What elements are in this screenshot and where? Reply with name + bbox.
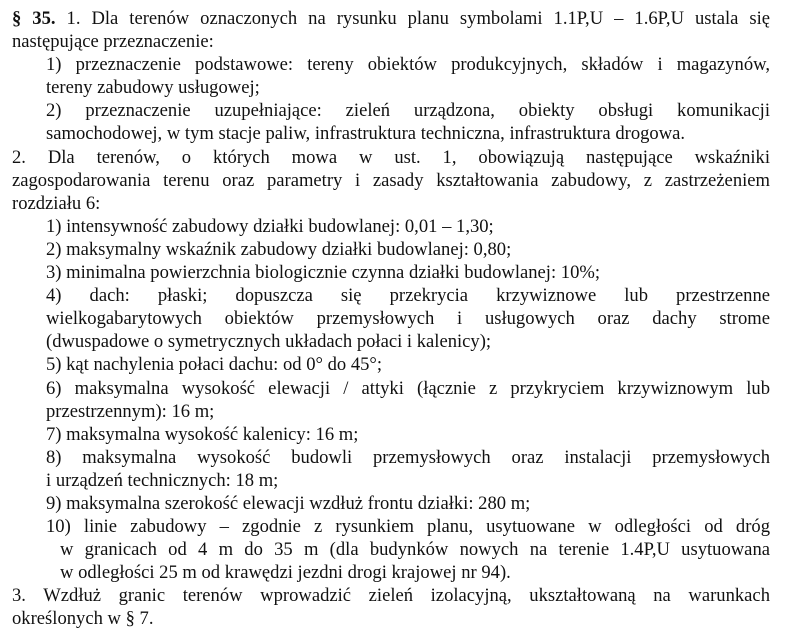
- item-2-4-line-3: (dwuspadowe o symetrycznych układach połaci i kalenicy);: [46, 331, 492, 353]
- item-1-2-line-1: 2) przeznaczenie uzupełniające: zieleń urządzona, obiekty obsługi komunikacji: [46, 100, 770, 122]
- paragraph-1-line-1: § 35. 1. Dla terenów oznaczonych na rysunku planu symbolami 1.1P,U – 1.6P,U ustala się: [12, 8, 771, 29]
- paragraph-2-line-3: rozdziału 6:: [12, 192, 101, 214]
- item-2-4-line-2: wielkogabarytowych obiektów przemysłowych i usługowych oraz dachy strome: [46, 308, 770, 330]
- paragraph-2-line-1: 2. Dla terenów, o których mowa w ust. 1, obowiązują następujące wskaźniki: [12, 146, 770, 168]
- paragraph-2-line-2: zagospodarowania terenu oraz parametry i zasady kształtowania zabudowy, z zastrzeżeniem: [12, 169, 770, 191]
- paragraph-3-line-2: określonych w § 7.: [12, 608, 154, 630]
- item-1-2-line-2: samochodowej, w tym stacje paliw, infrastruktura techniczna, infrastruktura drogowa.: [46, 123, 686, 145]
- item-1-1-line-1: 1) przeznaczenie podstawowe: tereny obiektów produkcyjnych, składów i magazynów,: [46, 54, 770, 76]
- item-2-1: 1) intensywność zabudowy działki budowlanej: 0,01 – 1,30;: [46, 215, 494, 237]
- section-mark: § 35.: [12, 8, 56, 29]
- item-2-6-line-2: przestrzennym): 16 m;: [46, 400, 215, 422]
- item-1-1-line-2: tereny zabudowy usługowej;: [46, 77, 260, 99]
- item-2-4-line-1: 4) dach: płaski; dopuszcza się przekrycia krzywiznowe lub przestrzenne: [46, 285, 770, 307]
- item-2-2: 2) maksymalny wskaźnik zabudowy działki budowlanej: 0,80;: [46, 238, 512, 260]
- item-2-8-line-1: 8) maksymalna wysokość budowli przemysłowych oraz instalacji przemysłowych: [46, 446, 770, 468]
- paragraph-1-line-2: następujące przeznaczenie:: [12, 31, 214, 53]
- item-2-3: 3) minimalna powierzchnia biologicznie czynna działki budowlanej: 10%;: [46, 262, 601, 284]
- item-2-10-line-2: w granicach od 4 m do 35 m (dla budynków nowych na terenie 1.4P,U usytuowana: [60, 539, 770, 561]
- item-2-7: 7) maksymalna wysokość kalenicy: 16 m;: [46, 423, 359, 445]
- item-2-5: 5) kąt nachylenia połaci dachu: od 0° do 45°;: [46, 354, 383, 376]
- item-2-6-line-1: 6) maksymalna wysokość elewacji / attyki (łącznie z przykryciem krzywiznowym lub: [46, 377, 770, 399]
- paragraph-3-line-1: 3. Wzdłuż granic terenów wprowadzić zieleń izolacyjną, ukształtowaną na warunkach: [12, 585, 770, 607]
- item-2-8-line-2: i urządzeń technicznych: 18 m;: [46, 469, 279, 491]
- item-2-10-line-1: 10) linie zabudowy – zgodnie z rysunkiem planu, usytuowane w odległości od dróg: [46, 516, 770, 538]
- item-2-9: 9) maksymalna szerokość elewacji wzdłuż frontu działki: 280 m;: [46, 492, 531, 514]
- item-2-10-line-3: w odległości 25 m od krawędzi jezdni drogi krajowej nr 94).: [60, 562, 511, 584]
